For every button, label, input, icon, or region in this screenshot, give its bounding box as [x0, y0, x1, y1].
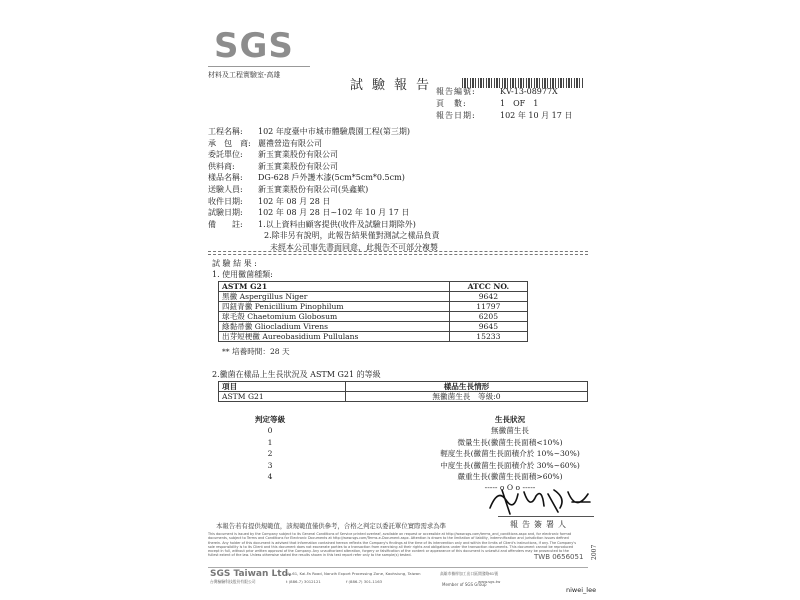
divider-dashed: [208, 251, 588, 252]
atcc-no: 6205: [449, 312, 527, 322]
fungus-name: 球毛殼 Chaetomium Globosum: [219, 312, 450, 322]
info-row: [208, 196, 440, 208]
grade-desc: 嚴重生長(黴菌生長面積>60%): [457, 472, 563, 482]
signature-line: [498, 516, 594, 517]
table-row: [219, 322, 528, 332]
project-info: [208, 126, 440, 254]
info-value: 102 年 08 月 28 日: [258, 196, 331, 206]
grade-legend: [240, 414, 610, 494]
atcc-no: 9645: [449, 322, 527, 332]
report-no-label: 報告編號:: [436, 87, 476, 96]
serial-number: TWB 0656051: [534, 553, 584, 561]
table-header-row: [219, 282, 528, 292]
website: www.sgs.tw: [478, 579, 501, 584]
grade-desc: 微量生長(黴菌生長面積<10%): [457, 437, 563, 447]
report-meta: [436, 86, 572, 122]
info-row: [208, 161, 440, 173]
end-mark: ----- o O o -----: [484, 483, 536, 493]
address-en: No.61, Kai-Fa Road, Nanzih Export Processing Zone, Kaohsiung, Taiwan: [286, 571, 421, 576]
lab-name: 材料及工程實驗室-高雄: [208, 71, 281, 79]
info-value: 新玉實業股份有限公司: [258, 150, 338, 160]
info-row: [208, 172, 440, 184]
fax: f (886-7) 301-1163: [346, 579, 383, 584]
grade-row: [240, 460, 610, 471]
remark-text: 本報告若有提供規範值，該規範值僅供參考，合格之判定以委託單位實際需求為準: [216, 522, 447, 530]
table-header-cell: 項目: [219, 382, 346, 392]
company-cn: 台灣檢驗科技股份有限公司: [210, 579, 256, 584]
address-cn: 高雄市楠梓加工出口區開發路61號: [440, 571, 498, 576]
section-2-title: 2.黴菌在樣品上生長狀況及 ASTM G21 的等級: [212, 370, 381, 379]
info-value: 1.以上資料由顧客提供(收件及試驗日期除外): [258, 219, 416, 229]
info-value: 102 年 08 月 28 日~102 年 10 月 17 日: [258, 208, 410, 218]
report-no: KV-13-08977X: [500, 87, 558, 96]
table-header-cell: 樣品生長情形: [346, 382, 588, 392]
info-label: 備 註:: [208, 219, 243, 229]
grade-row: [240, 448, 610, 459]
info-row: [208, 126, 440, 138]
grade-value: 1: [267, 437, 273, 447]
growth-cell: 無黴菌生長 等級:0: [346, 392, 588, 402]
info-row: [208, 138, 440, 150]
note-line-3: 未經本公司事先書面同意，此報告不可部分複製: [270, 242, 438, 252]
info-label: 試驗日期:: [208, 208, 243, 218]
grade-desc: 中度生長(黴菌生長面積介於 30%~60%): [440, 460, 580, 470]
report-title: 試驗報告: [350, 78, 439, 93]
table-header-cell: ATCC NO.: [449, 282, 527, 292]
table-row: [219, 392, 588, 402]
table-header-cell: ASTM G21: [219, 282, 450, 292]
fungus-name: 四鈕青黴 Penicillium Pinophilum: [219, 302, 450, 312]
info-label: 收件日期:: [208, 196, 243, 206]
info-value: 麗禮營造有限公司: [258, 138, 322, 148]
report-date-label: 報告日期:: [436, 111, 476, 120]
growth-table: [218, 381, 588, 402]
results-heading: 試 驗 結 果 :: [212, 259, 257, 268]
info-row: [208, 184, 440, 196]
grade-value: 2: [267, 449, 273, 459]
grade-value: 4: [267, 472, 273, 482]
user-id: niwei_lee: [566, 586, 597, 594]
disclaimer-text: This document is issued by the Company subject to its General Conditions of Service printed overleaf, available on request or accessible at http://www.sgs.com/terms_and_conditions.aspx and, for electronic format documents, subject to Terms and Conditions for Electronic Documents at http://www.sgs.com/Terms-e-Document.aspx. Attention is drawn to the limitation of liability, indemnification and jurisdiction issues defined therein. Any holder of this document is advised that information contained hereon reflects the Company's findings at the time of its intervention only and within the limits of Client's instructions, if any. The Company's sole responsibility is to its Client and this document does not exonerate parties to a transaction from exercising all their rights and obligations under the transaction documents. This document cannot be reproduced except in full, without prior written approval of the Company. Any unauthorized alteration, forgery or falsification of the content or appearance of this document is unlawful and offenders may be prosecuted to the fullest extent of the law. Unless otherwise stated the results shown in this test report refer only to the sample(s) tested.: [208, 532, 577, 558]
fungus-name: 黑黴 Aspergillus Niger: [219, 292, 450, 302]
info-value: 102 年度臺中市城市體驗農園工程(第三期): [258, 127, 411, 136]
report-date: 102 年 10 月 17 日: [500, 111, 573, 120]
info-row: [208, 207, 440, 219]
note-line-2: 2.除非另有說明，此報告結果僅對測試之樣品負責: [264, 231, 440, 241]
grade-row: [240, 425, 610, 436]
info-value: DG-628 戶外護木漆(5cm*5cm*0.5cm): [258, 173, 405, 183]
info-label: 委託單位:: [208, 150, 243, 160]
grade-header: 判定等級: [254, 415, 286, 424]
info-row: [208, 219, 440, 231]
page-label: 頁 數:: [436, 99, 467, 108]
info-row: [208, 149, 440, 161]
logo-divider: [208, 66, 310, 67]
phone: t (886-7) 3012121: [286, 579, 321, 584]
member-text: Member of SGS Group: [442, 582, 487, 587]
divider-dashed: [208, 254, 588, 255]
atcc-no: 11797: [449, 302, 527, 312]
sgs-logo: SGS: [214, 26, 294, 66]
table-row: [219, 302, 528, 312]
grade-desc: 輕度生長(黴菌生長面積介於 10%~30%): [440, 449, 580, 459]
page-value: 1 OF 1: [500, 99, 539, 108]
table-row: [219, 312, 528, 322]
print-year: 2007: [591, 544, 598, 560]
item-cell: ASTM G21: [219, 392, 346, 402]
fungi-table: [218, 281, 528, 342]
atcc-no: 9642: [449, 292, 527, 302]
table-row: [219, 332, 528, 342]
info-label: 工程名稱:: [208, 127, 243, 136]
info-label: 承 包 商:: [208, 138, 251, 148]
section-1-title: 1. 使用黴菌種類:: [212, 270, 273, 279]
grade-desc: 無黴菌生長: [491, 426, 529, 436]
grade-row: [240, 471, 610, 482]
info-label: 樣品名稱:: [208, 173, 243, 183]
grade-value: 3: [267, 460, 273, 470]
atcc-no: 15233: [449, 332, 527, 342]
info-label: 送驗人員:: [208, 184, 243, 194]
signer-label: 報告簽署人: [510, 520, 570, 529]
footer-sgs-logo: SGS Taiwan Ltd.: [210, 569, 292, 579]
info-value: 新玉實業股份有限公司: [258, 161, 338, 171]
fungus-name: 綠黏帚黴 Gliocladium Virens: [219, 322, 450, 332]
growth-header: 生長狀況: [494, 415, 526, 424]
culture-time: ** 培養時間：28 天: [222, 347, 290, 356]
grade-row: [240, 437, 610, 448]
fungus-name: 出芽短梗黴 Aureobasidium Pullulans: [219, 332, 450, 342]
handwritten-signature: [484, 484, 594, 520]
info-label: 供料商:: [208, 161, 235, 171]
table-row: [219, 292, 528, 302]
info-value: 新玉實業股份有限公司(吳鑫歎): [258, 184, 369, 194]
table-header-row: [219, 382, 588, 392]
grade-value: 0: [267, 426, 273, 436]
